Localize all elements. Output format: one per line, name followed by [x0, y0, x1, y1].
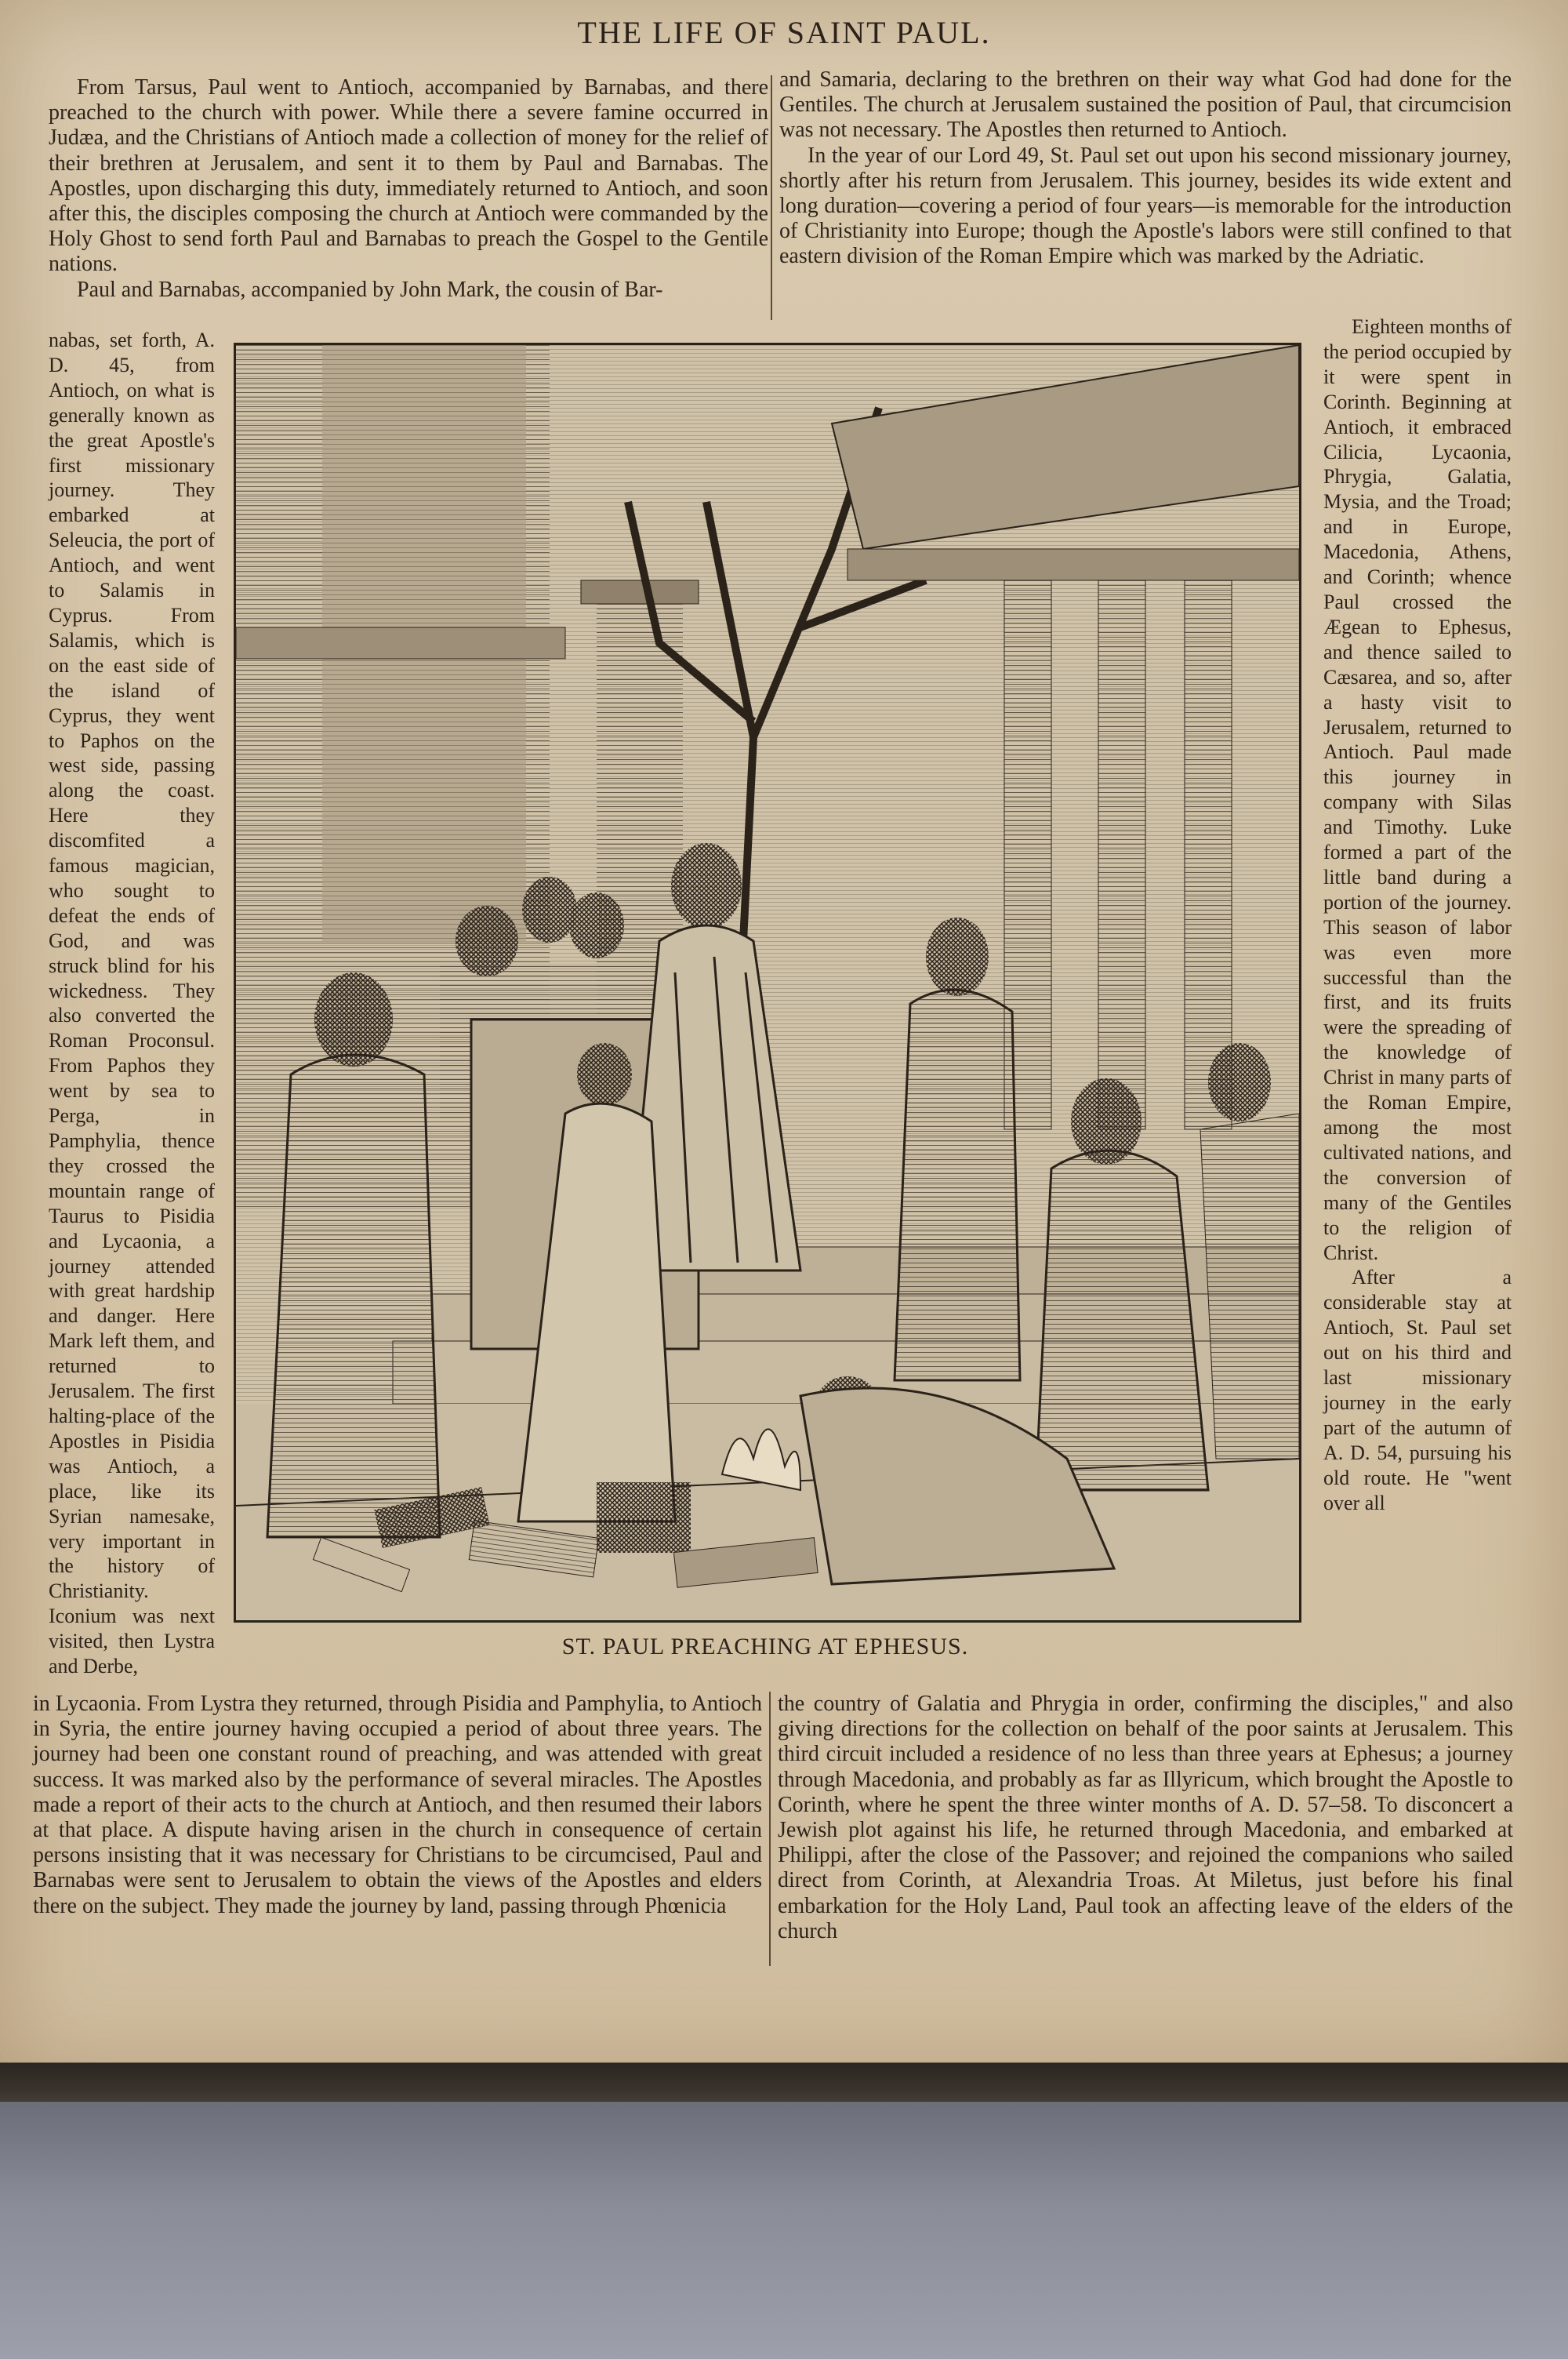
right-narrow-paragraph-1: Eighteen months of the period occupied by it were spent in Corinth. Beginning at Antioch, it embraced Cilicia, Lycaonia, Phrygia, Galatia, Mysia, and the Troad; and in Europe, Macedonia, Athens, and Corinth; whence Paul crossed the Ægean to Ephesus, and thence sailed to Cæsarea, and so, after a hasty visit to Jerusalem, returned to Antioch. Paul made this journey in company with Silas and Timothy. Luke formed a part of the little band during a portion of the journey. This season of labor was even more successful than the first, and its fruits were the spreading of the knowledge of Christ in many parts of the Roman Empire, among the most cultivated nations, and the conversion of many of the Gentiles to the religion of Christ. — [1323, 315, 1512, 1264]
right-narrow-column — [1323, 314, 1512, 1516]
column-divider-top — [771, 75, 772, 320]
top-right-paragraph-2: In the year of our Lord 49, St. Paul set out upon his second missionary journey, shortly after his return from Jerusalem. This journey, besides its wide extent and long duration—covering a period of four years—is memorable for the introduction of Christianity into Europe; though the Apostle's labors were still confined to that eastern division of the Roman Empire which was marked by the Adriatic. — [779, 143, 1512, 269]
top-left-paragraph-2: Paul and Barnabas, accompanied by John Mark, the cousin of Bar- — [77, 277, 663, 302]
right-narrow-paragraph-2: After a considerable stay at Antioch, St. Paul set out on his third and last missionary journey in the early part of the autumn of A. D. 54, pursuing his old route. He "went over all — [1323, 1266, 1512, 1514]
bottom-right-column: the country of Galatia and Phrygia in order, confirming the disciples," and also giving directions for the collection on behalf of the poor saints at Jerusalem. This third circuit included a residence of no less than three years at Ephesus; a journey through Macedonia, and probably as far as Illyricum, which brought the Apostle to Corinth, where he spent the three winter months of A. D. 57–58. To disconcert a Jewish plot against his life, he returned through Macedonia, and embarked at Philippi, after the close of the Passover; and rejoined the companions who sailed direct from Corinth, at Alexandria Troas. At Miletus, just before his final embarkation for the Holy Land, Paul took an affecting leave of the elders of the church — [778, 1692, 1513, 1943]
column-divider-bottom — [769, 1692, 771, 1966]
top-left-paragraph-1: From Tarsus, Paul went to Antioch, accompanied by Barnabas, and there preached to the church with power. While there a severe famine occurred in Judæa, and the Christians of Antioch made a collection of money for the relief of their brethren at Jerusalem, and sent it to them by Paul and Barnabas. The Apostles, upon discharging this duty, immediately returned to Antioch, and soon after this, the disciples composing the church at Antioch were commanded by the Holy Ghost to send forth Paul and Barnabas to preach the Gospel to the Gentile nations. — [49, 75, 768, 277]
top-right-column — [779, 67, 1512, 270]
bottom-left-column: in Lycaonia. From Lystra they returned, through Pisidia and Pamphylia, to Antioch in Syria, the entire journey having occupied a period of about three years. The journey had been one constant round of preaching, and was attended with great success. It was marked also by the performance of several miracles. The Apostles made a report of their acts to the church at Antioch, and then resumed their labors at that place. A dispute having arisen in the church in consequence of certain persons insisting that it was necessary for Christians to be circumcised, Paul and Barnabas were sent to Jerusalem to obtain the views of the Apostles and elders there on the subject. They made the journey by land, passing through Phœnicia — [33, 1692, 762, 1918]
figure-caption: ST. PAUL PREACHING AT EPHESUS. — [561, 1634, 969, 1659]
top-right-paragraph-1: and Samaria, declaring to the brethren on their way what God had done for the Gentiles. The church at Jerusalem sustained the position of Paul, that circumcision was not necessary. The Apostles then returned to Antioch. — [779, 67, 1512, 143]
table-surface — [0, 2102, 1568, 2359]
left-narrow-column: nabas, set forth, A. D. 45, from Antioch, on what is generally known as the great Apostle's first missionary journey. They embarked at Seleucia, the port of Antioch, and went to Salamis in Cyprus. From Salamis, which is on the east side of the island of Cyprus, they went to Paphos on the west side, passing along the coast. Here they discomfited a famous magician, who sought to defeat the ends of God, and was struck blind for his wickedness. They also converted the Roman Proconsul. From Paphos they went by sea to Perga, in Pamphylia, thence they crossed the mountain range of Taurus to Pisidia and Lycaonia, a journey attended with great hardship and danger. Here Mark left them, and returned to Jerusalem. The first halting-place of the Apostles in Pisidia was Antioch, a place, like its Syrian namesake, very important in the history of Christianity. Iconium was next visited, then Lystra and Derbe, — [49, 329, 215, 1678]
top-left-column — [49, 75, 768, 303]
running-head: THE LIFE OF SAINT PAUL. — [577, 15, 991, 50]
engraving-illustration — [234, 343, 1301, 1623]
